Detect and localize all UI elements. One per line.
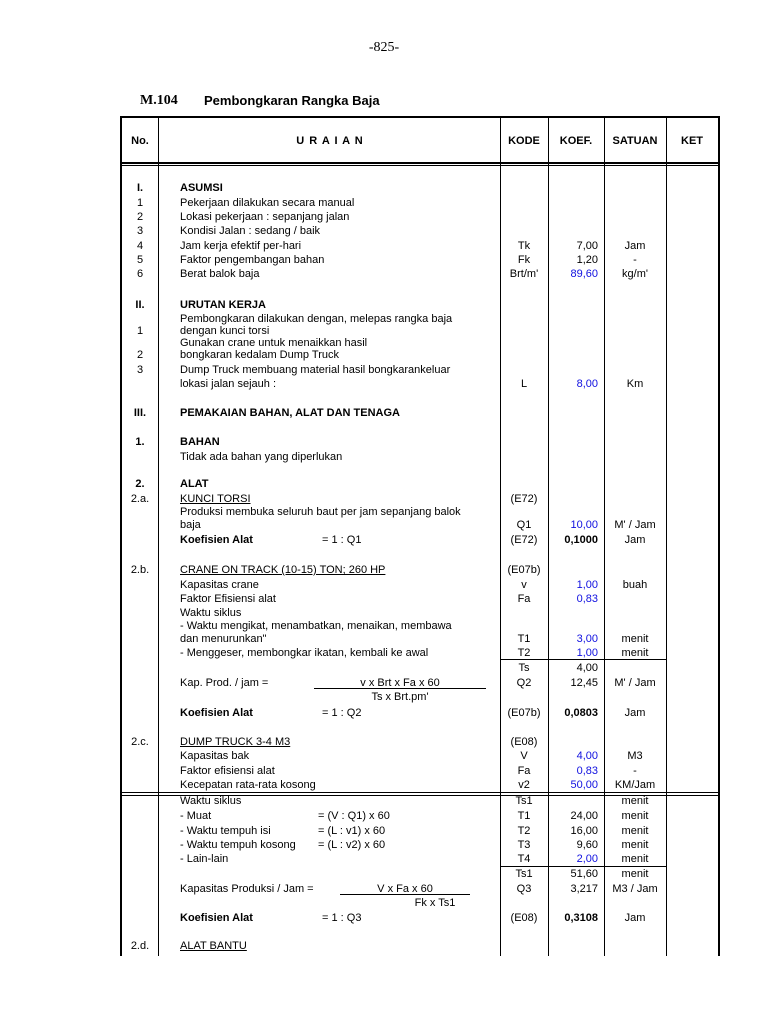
row-description: ASUMSI: [180, 182, 223, 194]
row-description: PEMAKAIAN BAHAN, ALAT DAN TENAGA: [180, 407, 400, 419]
row-description: - Waktu tempuh kosong: [180, 839, 296, 851]
row-number: 3: [136, 364, 144, 376]
row-unit: M3: [627, 750, 643, 762]
row-coefficient: 0,0803: [564, 707, 598, 719]
row-code: (E72): [510, 493, 538, 505]
row-description: Waktu siklus: [180, 795, 242, 807]
row-coefficient: 3,00: [576, 633, 598, 645]
row-code: Tk: [517, 240, 531, 252]
row-number: 4: [136, 240, 144, 252]
row-code: Ts1: [515, 868, 533, 880]
row-description: bongkaran kedalam Dump Truck: [180, 349, 339, 361]
row-coefficient: 1,00: [576, 647, 598, 659]
row-code: L: [520, 378, 528, 390]
row-code: (E08): [510, 912, 538, 924]
page-number: -825-: [368, 40, 400, 55]
row-code: (E08): [510, 736, 538, 748]
row-description: Waktu siklus: [180, 607, 242, 619]
row-formula: = (V : Q1) x 60: [318, 810, 390, 822]
header-koef: KOEF.: [559, 135, 593, 147]
row-description: baja: [180, 519, 201, 531]
row-description: Kap. Prod. / jam =: [180, 677, 269, 689]
row-description: Kapasitas crane: [180, 579, 259, 591]
formula-numerator: v x Brt x Fa x 60: [360, 677, 440, 689]
row-unit: M3 / Jam: [612, 883, 658, 895]
row-number: 2.b.: [130, 564, 150, 576]
row-number: 5: [136, 254, 144, 266]
row-unit: Km: [626, 378, 644, 390]
row-number: I.: [136, 182, 144, 194]
row-code: Fa: [517, 593, 531, 605]
row-coefficient: 16,00: [570, 825, 598, 837]
row-unit: Jam: [624, 912, 646, 924]
row-coefficient: 24,00: [570, 810, 598, 822]
row-code: T2: [517, 647, 531, 659]
row-description: CRANE ON TRACK (10-15) TON; 260 HP: [180, 564, 386, 576]
row-description: URUTAN KERJA: [180, 299, 266, 311]
table-rule: [500, 866, 666, 867]
row-coefficient: 4,00: [576, 750, 598, 762]
header-no: No.: [131, 135, 149, 147]
row-code: Q2: [516, 677, 532, 689]
row-description: Faktor efisiensi alat: [180, 765, 275, 777]
column-rule: [158, 116, 159, 956]
table-rule: [120, 792, 720, 793]
row-description: Tidak ada bahan yang diperlukan: [180, 451, 343, 463]
row-number: III.: [133, 407, 147, 419]
row-coefficient: 4,00: [576, 662, 598, 674]
row-description: Faktor Efisiensi alat: [180, 593, 276, 605]
row-formula: = 1 : Q2: [322, 707, 362, 719]
row-description: Berat balok baja: [180, 268, 260, 280]
row-code: T1: [517, 810, 531, 822]
row-coefficient: 12,45: [570, 677, 598, 689]
row-formula: = 1 : Q3: [322, 912, 362, 924]
row-code: Q1: [516, 519, 532, 531]
row-formula: = 1 : Q1: [322, 534, 362, 546]
row-unit: menit: [621, 853, 649, 865]
row-description: ALAT: [180, 478, 209, 490]
row-description: Pekerjaan dilakukan secara manual: [180, 197, 355, 209]
row-code: Q3: [516, 883, 532, 895]
row-description: Koefisien Alat: [180, 534, 253, 546]
row-number: II.: [135, 299, 145, 311]
row-code: (E07b): [507, 564, 541, 576]
row-description: Gunakan crane untuk menaikkan hasil: [180, 337, 368, 349]
row-coefficient: 51,60: [570, 868, 598, 880]
row-description: Dump Truck membuang material hasil bongkarankeluar: [180, 364, 451, 376]
row-formula: = (L : v2) x 60: [318, 839, 386, 851]
row-description: Koefisien Alat: [180, 707, 253, 719]
row-number: 2: [136, 211, 144, 223]
row-description: lokasi jalan sejauh :: [180, 378, 277, 390]
document-code: M.104: [140, 93, 178, 108]
row-code: Ts: [518, 662, 530, 674]
row-coefficient: 1,00: [576, 579, 598, 591]
row-description: Kapasitas bak: [180, 750, 250, 762]
row-description: Koefisien Alat: [180, 912, 253, 924]
row-number: 1: [136, 197, 144, 209]
row-number: 2.: [135, 478, 145, 490]
header-satuan: SATUAN: [612, 135, 658, 147]
row-unit: kg/m': [622, 268, 648, 280]
row-unit: Jam: [624, 707, 646, 719]
row-unit: -: [633, 254, 637, 266]
row-number: 1: [136, 325, 144, 337]
row-coefficient: 10,00: [570, 519, 598, 531]
row-unit: menit: [621, 810, 649, 822]
row-unit: Jam: [624, 240, 646, 252]
row-description: Produksi membuka seluruh baut per jam sepanjang balok: [180, 506, 461, 518]
row-code: Fk: [517, 254, 531, 266]
document-title: Pembongkaran Rangka Baja: [204, 93, 380, 108]
row-unit: menit: [621, 647, 649, 659]
row-description: Lokasi pekerjaan : sepanjang jalan: [180, 211, 350, 223]
row-description: Kecepatan rata-rata kosong: [180, 779, 316, 791]
row-code: T1: [517, 633, 531, 645]
header-kode: KODE: [508, 135, 540, 147]
row-code: (E72): [510, 534, 538, 546]
row-description: - Muat: [180, 810, 212, 822]
header-uraian: U R A I A N: [296, 135, 364, 147]
row-coefficient: 8,00: [576, 378, 598, 390]
header-ket: KET: [681, 135, 703, 147]
row-number: 1.: [135, 436, 145, 448]
table-rule: [120, 165, 720, 166]
row-number: 2.c.: [131, 736, 149, 748]
row-description: ALAT BANTU: [180, 940, 247, 952]
row-description: - Menggeser, membongkar ikatan, kembali ke awal: [180, 647, 429, 659]
row-description: - Lain-lain: [180, 853, 229, 865]
row-unit: M' / Jam: [614, 677, 656, 689]
row-description: DUMP TRUCK 3-4 M3: [180, 736, 291, 748]
row-code: Fa: [517, 765, 531, 777]
row-code: V: [520, 750, 528, 762]
row-coefficient: 9,60: [576, 839, 598, 851]
row-unit: menit: [621, 795, 649, 807]
row-unit: buah: [622, 579, 648, 591]
row-code: Brt/m': [509, 268, 539, 280]
row-code: v: [521, 579, 527, 591]
row-description: Kondisi Jalan : sedang / baik: [180, 225, 321, 237]
row-unit: KM/Jam: [614, 779, 656, 791]
row-code: Ts1: [515, 795, 533, 807]
row-description: - Waktu tempuh isi: [180, 825, 271, 837]
row-number: 2.d.: [130, 940, 150, 952]
row-unit: -: [633, 765, 637, 777]
formula-denominator: Ts x Brt.pm': [371, 691, 429, 703]
row-coefficient: 0,83: [576, 765, 598, 777]
table-rule: [120, 162, 720, 164]
row-description: Kapasitas Produksi / Jam =: [180, 883, 314, 895]
row-description: Faktor pengembangan bahan: [180, 254, 325, 266]
row-coefficient: 89,60: [570, 268, 598, 280]
row-number: 3: [136, 225, 144, 237]
row-description: KUNCI TORSI: [180, 493, 251, 505]
row-description: Jam kerja efektif per-hari: [180, 240, 302, 252]
row-description: - Waktu mengikat, menambatkan, menaikan, membawa: [180, 620, 452, 632]
row-number: 2.a.: [130, 493, 150, 505]
row-description: BAHAN: [180, 436, 220, 448]
row-code: T3: [517, 839, 531, 851]
row-unit: M' / Jam: [614, 519, 656, 531]
row-code: T4: [517, 853, 531, 865]
row-unit: menit: [621, 633, 649, 645]
row-description: dengan kunci torsi: [180, 325, 270, 337]
formula-denominator: Fk x Ts1: [414, 897, 456, 909]
row-coefficient: 1,20: [576, 254, 598, 266]
row-description: Pembongkaran dilakukan dengan, melepas rangka baja: [180, 313, 453, 325]
row-coefficient: 50,00: [570, 779, 598, 791]
row-unit: menit: [621, 839, 649, 851]
row-unit: menit: [621, 868, 649, 880]
row-description: dan menurunkan": [180, 633, 267, 645]
row-unit: menit: [621, 825, 649, 837]
row-number: 6: [136, 268, 144, 280]
row-code: v2: [518, 779, 530, 791]
row-number: 2: [136, 349, 144, 361]
row-coefficient: 0,3108: [564, 912, 598, 924]
row-code: T2: [517, 825, 531, 837]
row-coefficient: 0,1000: [564, 534, 598, 546]
row-unit: Jam: [624, 534, 646, 546]
column-rule: [666, 116, 667, 956]
row-formula: = (L : v1) x 60: [318, 825, 386, 837]
row-coefficient: 0,83: [576, 593, 598, 605]
row-coefficient: 2,00: [576, 853, 598, 865]
row-coefficient: 3,217: [570, 883, 598, 895]
formula-numerator: V x Fa x 60: [377, 883, 433, 895]
row-code: (E07b): [507, 707, 541, 719]
row-coefficient: 7,00: [576, 240, 598, 252]
